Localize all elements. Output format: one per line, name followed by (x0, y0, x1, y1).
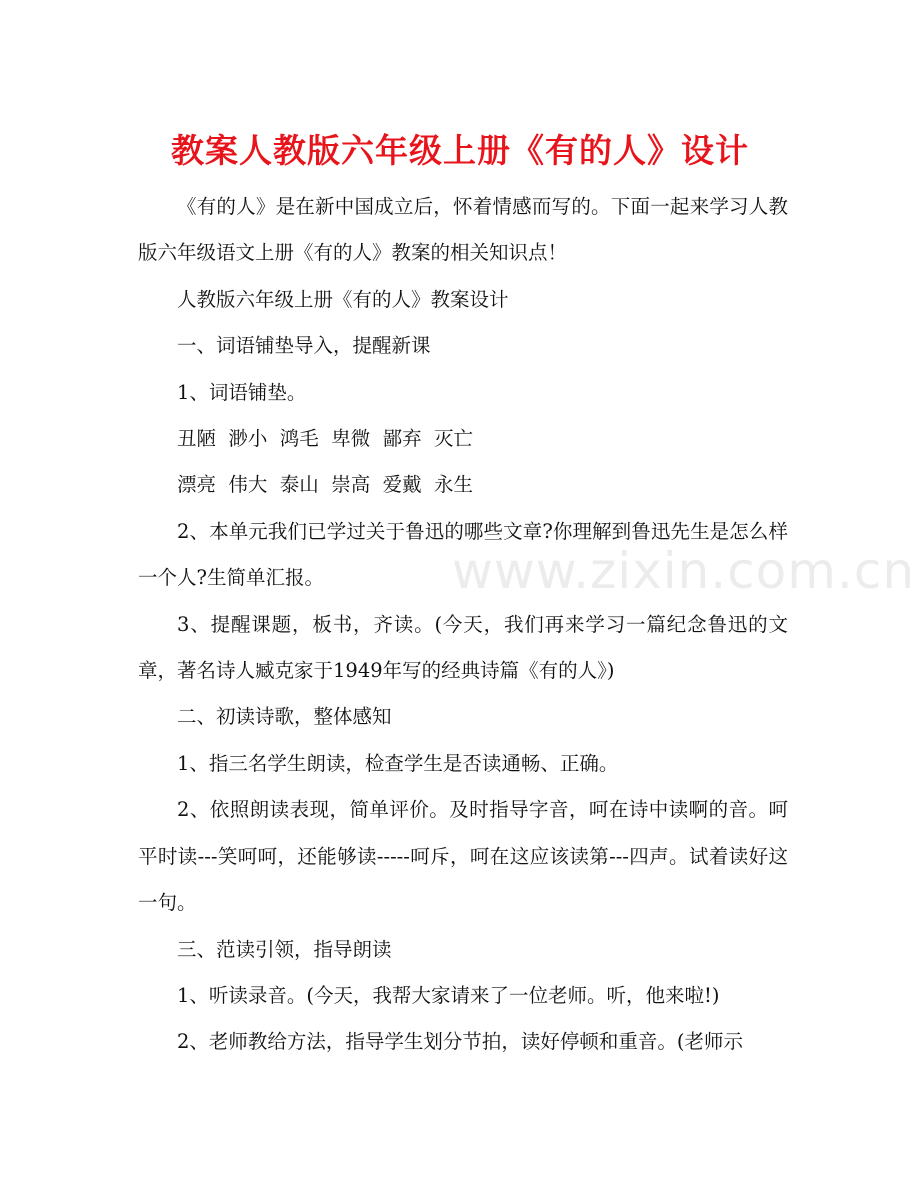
paragraph-item: 2、老师教给方法，指导学生划分节拍，读好停顿和重音。(老师示 (177, 1030, 744, 1054)
paragraph-item: 2、本单元我们已学过关于鲁迅的哪些文章?你理解到鲁迅先生是怎么样一个人?生简单汇报。 (138, 519, 788, 590)
section-heading-2: 二、初读诗歌，整体感知 (177, 705, 392, 729)
paragraph-item: 1、词语铺垫。 (177, 380, 307, 404)
watermark: www.zixin.com.cn (452, 542, 916, 600)
paragraph-item: 3、提醒课题，板书，齐读。(今天，我们再来学习一篇纪念鲁迅的文章，著名诗人臧克家于1949年写的经典诗篇《有的人》) (138, 612, 788, 683)
word-list-row: 丑陋 渺小 鸿毛 卑微 鄙弃 灭亡 (177, 427, 473, 451)
paragraph-item: 1、指三名学生朗读，检查学生是否读通畅、正确。 (177, 751, 619, 775)
paragraph-subtitle: 人教版六年级上册《有的人》教案设计 (177, 287, 509, 311)
paragraph-intro: 《有的人》是在新中国成立后，怀着情感而写的。下面一起来学习人教版六年级语文上册《有的人》教案的相关知识点！ (138, 195, 788, 265)
paragraph-item: 2、依照朗读表现，简单评价。及时指导字音，呵在诗中读啊的音。呵平时读---笑呵呵，还能够读-----呵斥，呵在这应该读第---四声。试着读好这一句。 (138, 798, 788, 915)
section-heading-1: 一、词语铺垫导入，提醒新课 (177, 334, 431, 358)
document-title: 教案人教版六年级上册《有的人》设计 (171, 131, 749, 170)
document-body (138, 184, 788, 1066)
word-list-row: 漂亮 伟大 泰山 崇高 爱戴 永生 (177, 473, 473, 497)
section-heading-3: 三、范读引领，指导朗读 (177, 937, 392, 961)
paragraph-item: 1、听读录音。(今天，我帮大家请来了一位老师。听，他来啦!) (177, 983, 720, 1007)
